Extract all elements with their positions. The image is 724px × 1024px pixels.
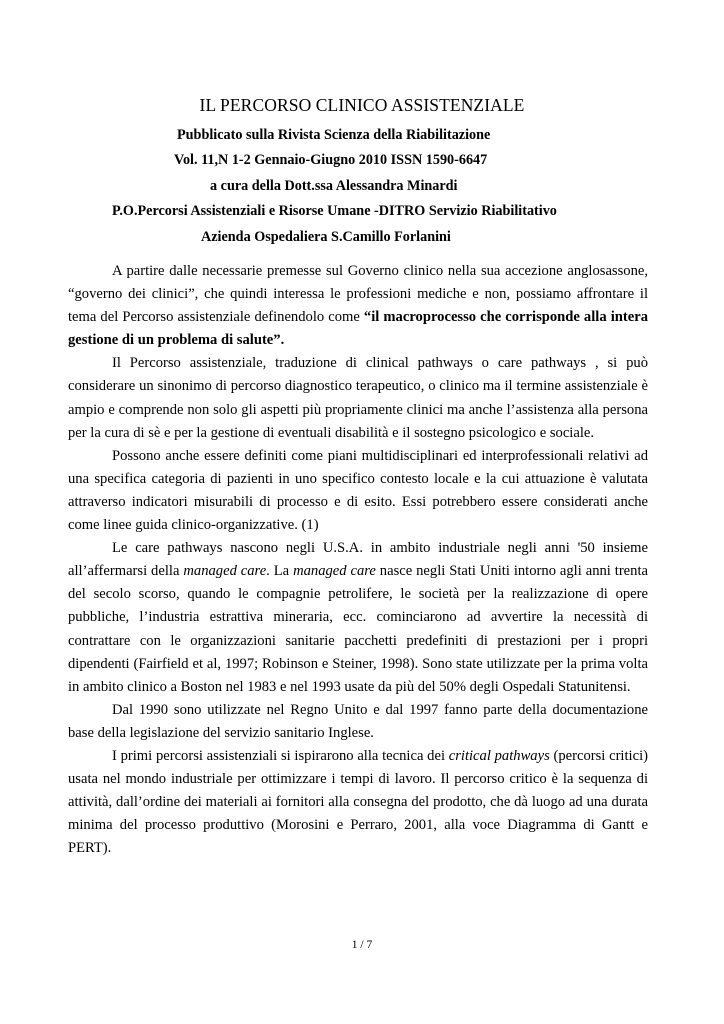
paragraph-1	[68, 260, 648, 352]
paragraph-text: (percorsi critici) usata nel mondo industriale per ottimizzare i tempi di lavoro. Il percorso critico è la sequenza di attività, dall’ordine dei materiali ai fornitori alla consegna del prodotto, che dà luogo ad una durata minima del processo produttivo (Morosini e Perraro, 2001, alla voce Diagramma di Gantt e PERT).	[68, 747, 648, 857]
paragraph-text: Possono anche essere definiti come piani multidisciplinari ed interprofessionali relativi ad una specifica categoria di pazienti in uno specifico contesto locale e la cui attuazione è valutata attraverso indicatori misurabili di processo e di esito. Essi potrebbero essere considerati anche come linee guida clinico-organizzative. (1)	[68, 447, 648, 534]
author-line: a cura della Dott.ssa Alessandra Minardi	[210, 178, 458, 194]
publication-line: Pubblicato sulla Rivista Scienza della Riabilitazione	[177, 127, 491, 143]
document-title: IL PERCORSO CLINICO ASSISTENZIALE	[199, 95, 525, 115]
page-number: 1 / 7	[351, 939, 373, 951]
italic-term: managed care	[293, 563, 376, 580]
paragraph-text: Dal 1990 sono utilizzate nel Regno Unito e dal 1997 fanno parte della documentazione base della legislazione del servizio sanitario Inglese.	[68, 701, 648, 741]
paragraph-text: I primi percorsi assistenziali si ispirarono alla tecnica dei	[112, 747, 449, 764]
paragraph-3	[68, 445, 648, 537]
paragraph-text: . La	[266, 563, 294, 580]
paragraph-2	[68, 352, 648, 444]
paragraph-text: Le care pathways nascono negli U.S.A. in ambito industriale negli anni '50 insieme all’affermarsi della	[68, 540, 648, 580]
bold-definition: “il macroprocesso che corrisponde alla intera gestione di un problema di salute”.	[68, 309, 648, 349]
paragraph-text: nasce negli Stati Uniti intorno agli anni trenta del secolo scorso, quando le compagnie petrolifere, le società per la realizzazione di opere pubbliche, l’industria estrattiva mineraria, ecc. cominciarono ad avvertire la necessità di contrattare con le organizzazioni sanitarie pacchetti predefiniti di prestazioni per i propri dipendenti (Fairfield et al, 1997; Robinson e Steiner, 1998). Sono state utilizzate per la prima volta in ambito clinico a Boston nel 1983 e nel 1993 usate da più del 50% degli Ospedali Statunitensi.	[68, 563, 648, 695]
paragraph-6	[68, 745, 648, 860]
paragraph-5	[68, 699, 648, 745]
paragraph-4	[68, 537, 648, 699]
volume-line: Vol. 11,N 1-2 Gennaio-Giugno 2010 ISSN 1590-6647	[174, 152, 488, 168]
hospital-line: Azienda Ospedaliera S.Camillo Forlanini	[201, 229, 451, 245]
italic-term: managed care	[183, 563, 267, 580]
article-body	[68, 260, 648, 860]
italic-term: critical pathways	[448, 747, 550, 764]
paragraph-text: Il Percorso assistenziale, traduzione di clinical pathways o care pathways , si può considerare un sinonimo di percorso diagnostico terapeutico, o clinico ma il termine assistenziale è ampio e comprende non solo gli aspetti più propriamente clinici ma anche l’assistenza alla persona per la cura di sè e per la gestione di eventuali disabilità e il sostegno psicologico e sociale.	[68, 355, 648, 441]
paragraph-text: A partire dalle necessarie premesse sul Governo clinico nella sua accezione anglosassone, “governo dei clinici”, che quindi interessa le professioni mediche e non, possiamo affrontare il tema del Percorso assistenziale definendolo come	[68, 263, 648, 326]
department-line: P.O.Percorsi Assistenziali e Risorse Umane -DITRO Servizio Riabilitativo	[112, 203, 557, 219]
